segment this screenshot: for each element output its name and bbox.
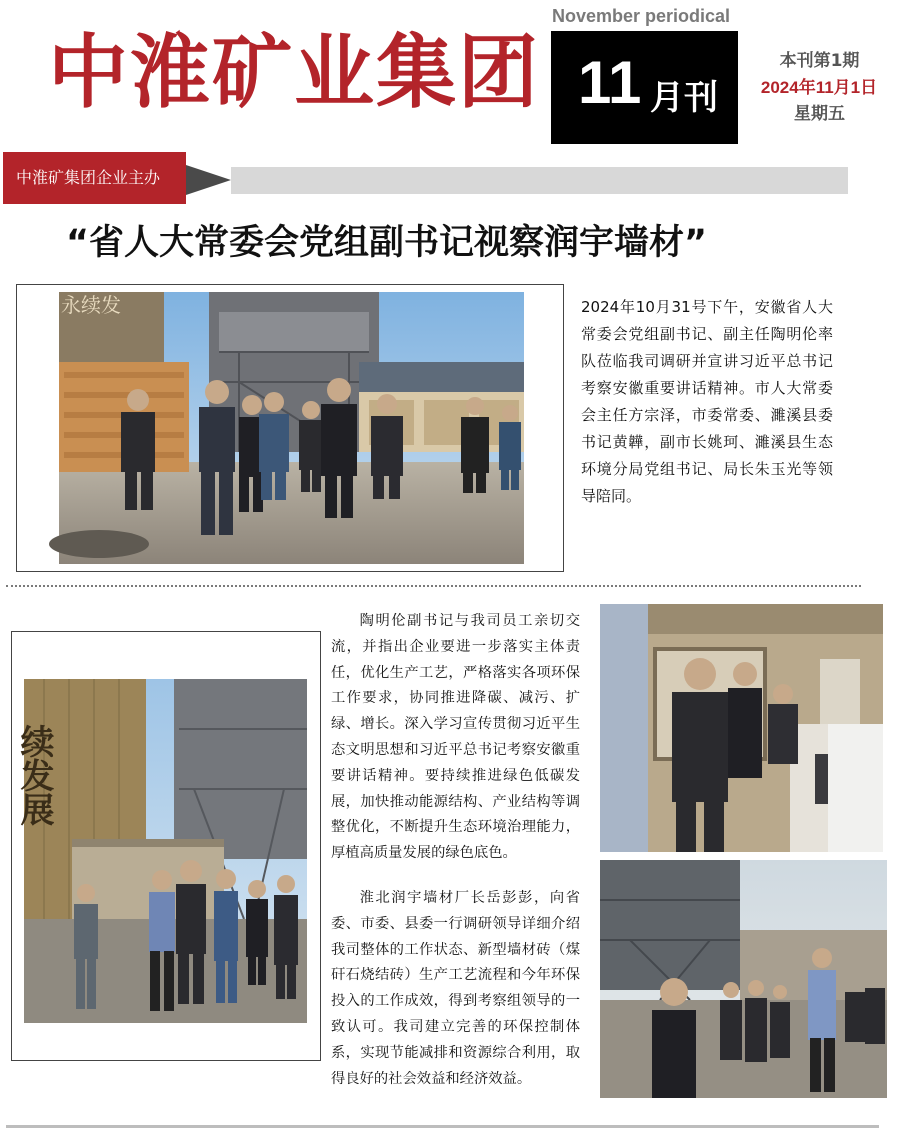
second-paragraph: 陶明伦副书记与我司员工亲切交流，并指出企业要进一步落实主体责任，优化生产工艺，严格落实各项环保工作要求，协同推进降碳、减污、扩绿、增长。深入学习宣传贯彻习近平生态文明思想和习近平总书记考察安徽重要讲话精神。要持续推进绿色低碳发展，加快推动能源结构、产业结构等调整优化，不断提升生态环境治理能力，厚植高质量发展的绿色底色。 (331, 613, 580, 862)
photo-building-group (14, 679, 307, 1023)
third-paragraph: 淮北润宇墙材厂长岳彭彭，向省委、市委、县委一行调研领导详细介绍我司整体的工作状态、新型墙材砖（煤矸石烧结砖）生产工艺流程和今年环保投入的工作成效，得到考察组领导的一致认可。我司建立完善的环保控制体系，实现节能减排和资源综合利用，取得良好的社会效益和经济效益。 (331, 890, 580, 1087)
masthead-title: 中淮矿业集团 (48, 26, 540, 119)
sponsor-text: 中淮矿集团企业主办 (16, 168, 161, 187)
photo-plant-visit (59, 292, 524, 564)
issue-unit: 月刊 (650, 78, 718, 118)
photo-control-room (600, 604, 883, 852)
issue-label: 本刊第1期 (779, 51, 860, 71)
photo-vertical-sign: 续发展 (14, 724, 54, 826)
sponsor-banner-bar (231, 167, 848, 194)
periodical-label: November periodical (552, 6, 731, 26)
issue-weekday: 星期五 (794, 104, 845, 124)
issue-date: 2024年11月1日 (760, 78, 878, 97)
photo-sign-text: 永续发 (61, 293, 121, 317)
section-divider (6, 585, 861, 587)
photo-yard-group (600, 860, 887, 1098)
article-headline: “省人大常委会党组副书记视察润宇墙材” (66, 223, 708, 263)
footer-divider (6, 1125, 879, 1128)
intro-paragraph: 2024年10月31号下午，安徽省人大常委会党组副书记、副主任陶明伦率队莅临我司调研并宣讲习近平总书记考察安徽重要讲话精神。市人大常委会主任方宗泽，市委常委、濉溪县委书记黄韡，副市长姚珂、濉溪县生态环境分局党组书记、局长朱玉光等领导陪同。 (581, 298, 833, 505)
issue-number: 11 (578, 49, 642, 116)
sponsor-tag-arrow (186, 165, 231, 195)
